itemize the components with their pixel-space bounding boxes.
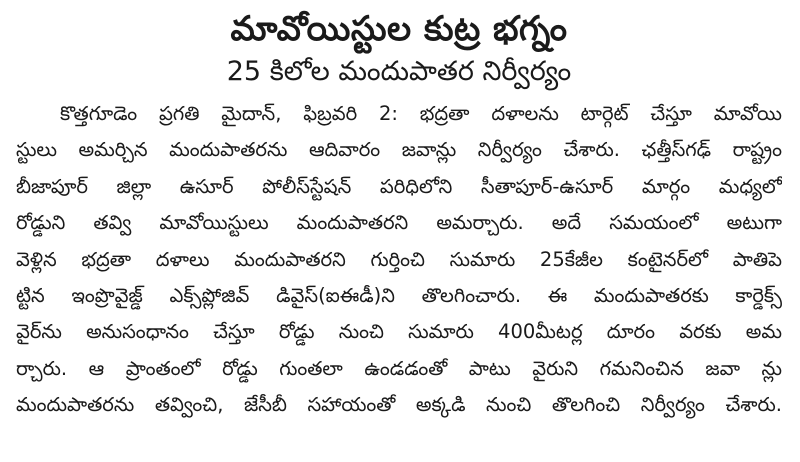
body-line: వైర్‌ను అనుసంధానం చేస్తూ రోడ్డు నుంచి సుమారు 400మీటర్ల దూరం వరకు అమ [16,320,782,344]
headline: మావోయిస్టుల కుట్ర భగ్నం [230,9,568,49]
body-line: రోడ్డుని తవ్వి మావోయిస్టులు మందుపాతరని అమర్చారు. అదే సమయంలో అటుగా [16,211,782,235]
body-line: వెళ్లిన భద్రతా దళాలు మందుపాతరని గుర్తించి సుమారు 25కేజీల కంటైనర్‌లో పాతిపె [16,247,782,271]
body-line: ర్చారు. ఆ ప్రాంతంలో రోడ్డు గుంతలా ఉండడంతో పాటు వైరుని గమనించిన జవా న్లు [16,356,782,380]
body-line: కొత్తగూడెం ప్రగతి మైదాన్, ఫిబ్రవరి 2: భద్రతా దళాలను టార్గెట్ చేస్తూ మావోయి [60,102,782,125]
subheadline: 25 కిలోల మందుపాతర నిర్వీర్యం [226,56,572,87]
body-line: బీజాపూర్ జిల్లా ఉసూర్ పోలీస్‌స్టేషన్ పరిధిలోని సీతాపూర్-ఉసూర్ మార్గం మధ్యలో [16,174,782,198]
article-body [16,96,782,424]
body-line: మందుపాతరను తవ్వించి, జేసీబీ సహాయంతో అక్కడి నుంచి తొలగించి నిర్వీర్యం చేశారు. [16,393,782,417]
body-line: స్టులు అమర్చిన మందుపాతరను ఆదివారం జవాన్లు నిర్వీర్యం చేశారు. ఛత్తీస్‌గఢ్ రాష్ట్రం [16,138,782,162]
body-line: ట్టిన ఇంప్రొవైజ్డ్ ఎక్స్‌ప్లోజివ్ డివైస్(ఐఈడీ)ని తొలగించారు. ఈ మందుపాతరకు కార్డెక్స్ [16,283,782,307]
